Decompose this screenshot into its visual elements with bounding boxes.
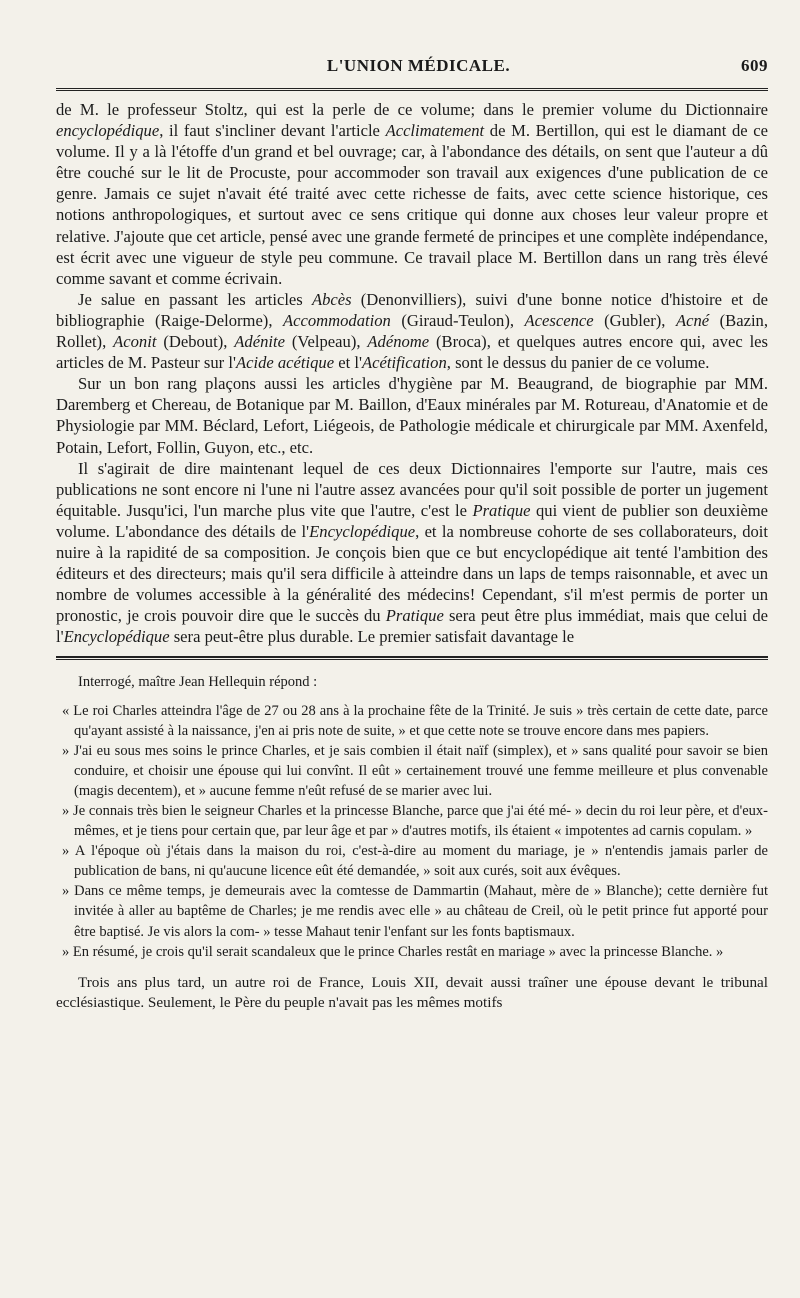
testimony-paragraph: » A l'époque où j'étais dans la maison du roi, c'est-à-dire au moment du mariage, je » n'entendis jamais parler de publication de bans, ni qu'aucune licence eût été demandée, » soit aux curés, soit aux évêques. — [62, 843, 768, 880]
testimony-paragraph: » En résumé, je crois qu'il serait scandaleux que le prince Charles restât en mariage » avec la princesse Blanche. » — [62, 943, 724, 960]
main-text — [56, 99, 768, 647]
journal-title: L'UNION MÉDICALE. — [326, 56, 511, 75]
running-header — [56, 56, 768, 82]
page-number: 609 — [741, 56, 768, 75]
closing-text — [56, 973, 768, 1014]
paragraph: de M. le professeur Stoltz, qui est la perle de ce volume; dans le premier volume du Dictionnaire encyclopédique, il faut s'incliner devant l'article Acclimatement de M. Bertillon, qui est le diamant de ce volume. Il y a là l'étoffe d'un grand et bel ouvrage; car, à l'abondance des détails, on sent que l'auteur a dû être couché sur le lit de Procuste, pour accommoder son travail aux exigences d'une publication de ce genre. Jamais ce sujet n'avait été traité avec cette richesse de faits, avec cette science historique, ces notions anthropologiques, et surtout avec ce sens critique qui donne aux choses leur valeur propre et relative. J'ajoute que cet article, pensé avec une grande fermeté de principes et une complète indépendance, est écrit avec une vigueur de style peu commune. Ce travail place M. Bertillon dans un rang très élevé comme savant et comme écrivain. — [56, 100, 768, 288]
testimony-paragraph: » Je connais très bien le seigneur Charles et la princesse Blanche, parce que j'ai été mé- » decin du roi leur père, et d'eux-mêmes, et je tiens pour certain que, par leur âge et par » d'autres motifs, ils étaient « impotentes ad carnis copulam. » — [62, 803, 768, 840]
testimony-paragraph: » Dans ce même temps, je demeurais avec la comtesse de Dammartin (Mahaut, mère de » Blanche); cette dernière fut invitée à aller au baptême de Charles; je me rendis avec elle » au château de Creil, où le petit prince fut apporté pour être baptisé. Je vis alors la com- » tesse Mahaut tenir l'enfant sur les fonts baptismaux. — [62, 883, 768, 940]
testimony-block — [56, 672, 768, 961]
paragraph: Il s'agirait de dire maintenant lequel de ces deux Dictionnaires l'emporte sur l'autre, mais ces publications ne sont encore ni l'une ni l'autre assez avancées pour qu'il soit possible de porter un jugement équitable. Jusqu'ici, l'un marche plus vite que l'autre, c'est le Pratique qui vient de publier son deuxième volume. L'abondance des détails de l'Encyclopédique, et la nombreuse cohorte de ses collaborateurs, doit nuire à la rapidité de sa composition. Je conçois bien que ce but encyclopédique ait tenté l'ambition des éditeurs et des directeurs; mais qu'il sera difficile à atteindre dans un laps de temps raisonnable, et avec un nombre de volumes accessible à la généralité des médecins! Cependant, s'il m'est permis de porter un pronostic, je crois pouvoir dire que le succès du Pratique sera peut être plus immédiat, mais que celui de l'Encyclopédique sera peut-être plus durable. Le premier satisfait davantage le — [56, 458, 769, 647]
section-divider — [56, 656, 768, 660]
testimony-intro: Interrogé, maître Jean Hellequin répond : — [78, 674, 318, 691]
paragraph: Trois ans plus tard, un autre roi de France, Louis XII, devait aussi traîner une épouse devant le tribunal ecclésiastique. Seulement, le Père du peuple n'avait pas les mêmes motifs — [56, 973, 768, 1012]
header-rule — [56, 88, 768, 91]
testimony-paragraph: « Le roi Charles atteindra l'âge de 27 ou 28 ans à la prochaine fête de la Trinité. Je suis » très certain de cette date, parce qu'ayant assisté à la naissance, j'en ai pris note de suite, » et que cette note se trouve encore dans mes papiers. — [62, 702, 768, 739]
paragraph: Sur un bon rang plaçons aussi les articles d'hygiène par M. Beaugrand, de biographie par MM. Daremberg et Chereau, de Botanique par M. Baillon, d'Eaux minérales par M. Rotureau, d'Anatomie et de Physiologie par MM. Béclard, Lefort, Liégeois, de Pathologie médicale et chirurgicale par MM. Axenfeld, Potain, Lefort, Follin, Guyon, etc., etc. — [56, 374, 768, 457]
paragraph: Je salue en passant les articles Abcès (Denonvilliers), suivi d'une bonne notice d'histoire et de bibliographie (Raige-Delorme), Accommodation (Giraud-Teulon), Acescence (Gubler), Acné (Bazin, Rollet), Aconit (Debout), Adénite (Velpeau), Adénome (Broca), et quelques autres encore qui, avec les articles de M. Pasteur sur l'Acide acétique et l'Acétification, sont le dessus du panier de ce volume. — [56, 289, 769, 373]
testimony-paragraph: » J'ai eu sous mes soins le prince Charles, et je sais combien il était naïf (simplex), et » sans qualité pour savoir se bien conduire, et choisir une épouse qui lui convînt. Il eût » certainement trouvé une femme meilleure et plus convenable (magis decentem), et » aucune femme n'eût refusé de se marier avec lui. — [62, 742, 768, 799]
page — [56, 56, 768, 1014]
